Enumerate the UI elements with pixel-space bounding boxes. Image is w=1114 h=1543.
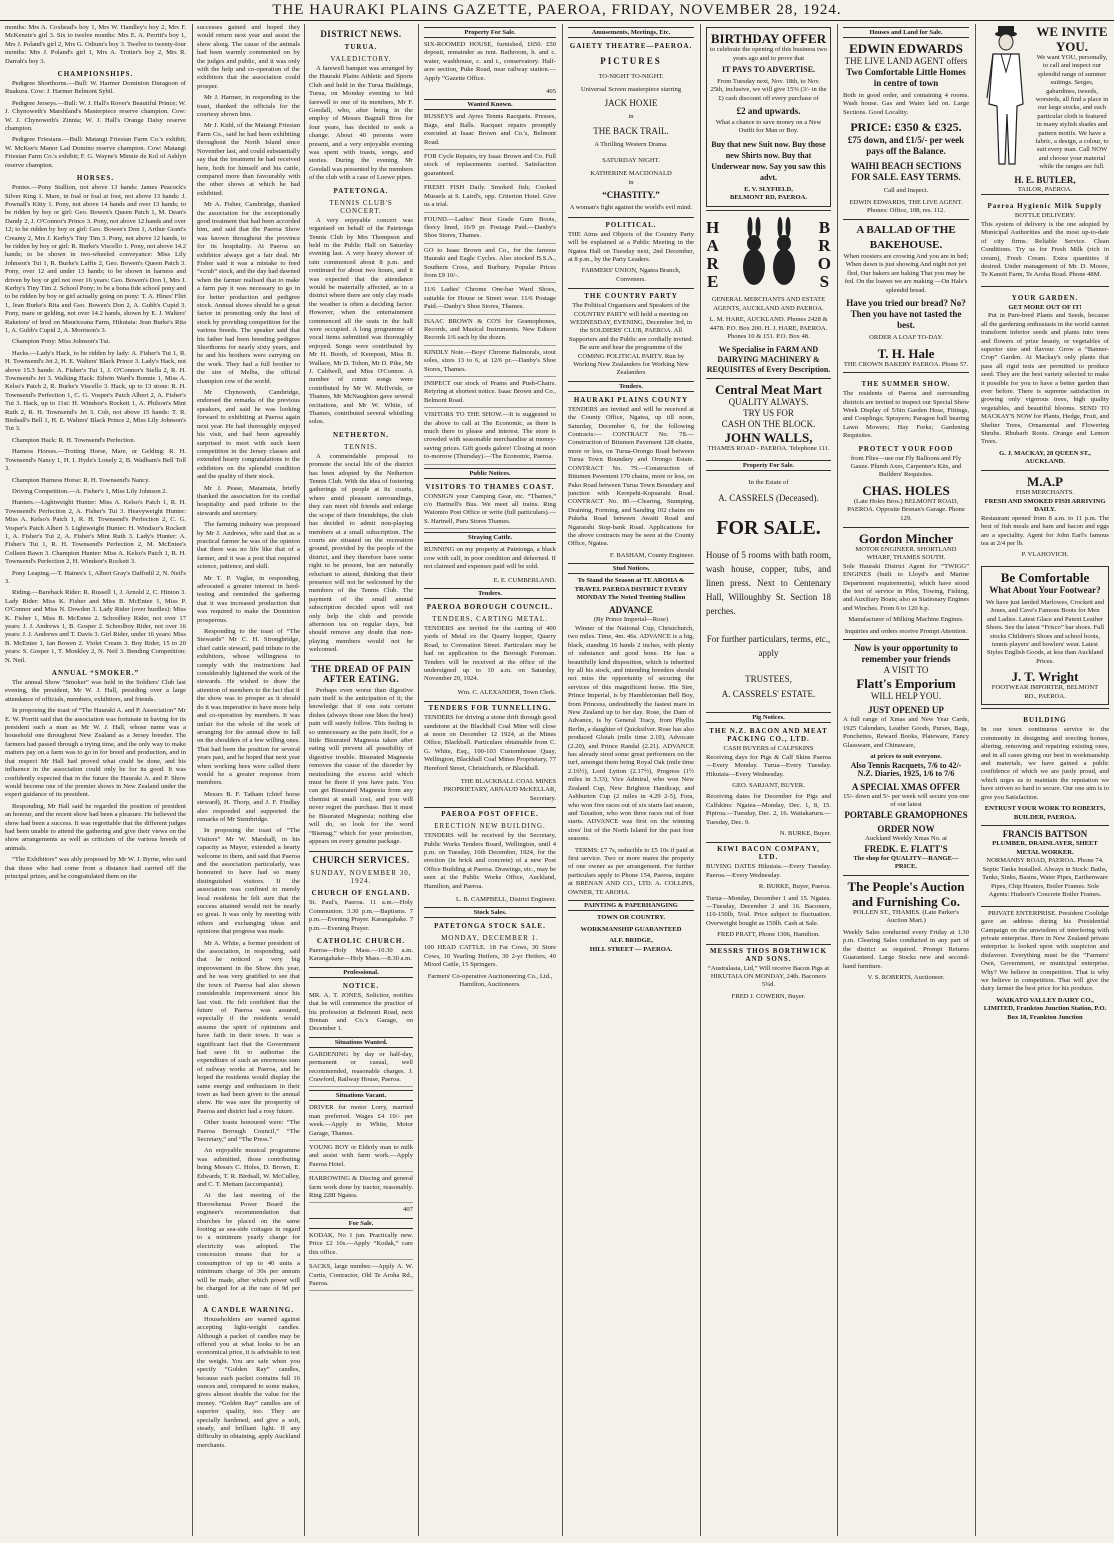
section-heading: CHURCH SERVICES. [309,851,413,865]
ad-text: A woman's fight against the world's evil mind. [569,204,693,212]
advertiser-name: A. CASSRELS' ESTATE. [721,689,816,700]
article-text: Paeroa—Holy Mass.—10.30 a.m. Karangahake—Holy Mass.—8.30 a.m. [309,946,413,963]
ad-text: in [628,178,634,186]
ad-text: WILL HELP YOU. [870,691,942,702]
category-bar: Wanted Known. [424,99,556,110]
ad-headline: PORTABLE GRAMOPHONES [844,810,968,821]
classified-ad: RUNNING on my property at Patetonga, a black cow with calf, in poor condition and dehorned. If not claimed and expenses paid will be sold. [424,546,556,571]
article-text: “The Exhibitors” was ably proposed by Mr W. J. Byrne, who said that those who had come from a distance had carried off the principal prizes, and he congratulated them on the [5,856,186,880]
subheading: PAEROA POST OFFICE. [424,807,556,818]
category-bar: Situations Wanted. [309,1037,413,1048]
classified-ad: GO to Isaac Brown and Co., for the famous Hauraki and Eagle Cycles. Also stocked B.S.A., Southern Cross, and Burbury. Popular Prices from £9 10/-. [424,247,556,284]
advertiser-name: Flatt's Emporium [856,676,956,692]
article-text: Mr Chynoweth, Cambridge, endorsed the remarks of the previous speakers, and said he was looking forward to exhibiting at Paeroa again next year. He had thoroughly enjoyed his visit, and had been agreeably surprised to meet with such keen competition in the Jersey classes and extended hearty congratulations to the exhibitors on the splendid condition and the quality of their stock. [197,389,300,481]
article-text: St. Paul's, Paeroa. 11 a.m.—Holy Communion. 3.30 p.m.—Baptisms. 7 p.m.—Evening Prayer. Karangahake. 7 p.m.—Evening Prayer. [309,899,413,932]
logo-letters-right [818,219,831,291]
theatre-name: GAIETY THEATRE—PAEROA. [569,42,693,50]
classified-ad: YOUNG BOY or Elderly man to milk and assist with farm work.—Apply Paeroa Hotel. [309,1144,413,1172]
signature: GEO. SARJANT, BUYER. [732,781,805,789]
ad-text: Turua—Monday, December 1 and 15. Ngatea.—Tuesday, December 2 and 16. Baconers, 110-150lb, 5¼d. Price subject to fluctuation. Overweight bought as 150lb. Cash at Sale. [706,894,831,927]
plumber-ad [981,825,1109,905]
article-text: Perhaps even worse than digestive pain itself is the anticipation of it; the knowledge that if one eats certain dishes (always those one likes the best) pain will surely follow. This feeling is so unnecessary as the pain itself, for a little Bisurated Magnesia taken after eating will prevent all possibility of digestive trouble. Bisurated Magnesia removes the cause of the disorder by neutralising the excess acid which must be there if you have pain. You can get Bisurated Magnesia from any chemist at small cost, and you will never regret the purchase. But it must be Bisurated Magnesia; nothing else will do, so look for the word “Bismag,” which for your protection, appears on every genuine package. [309,686,413,845]
ad-text: £75 down, and £1/5/- per week pays off the Balance. [847,135,965,157]
ad-text: Universal Screen masterpiece starring [580,85,682,93]
column-6-ads [838,24,974,1536]
classified-ad: FOUND.—Ladies' Best Grade Gum Boots, fleecy lined, 16/9 pr. Postage Paid.—Danby's Shoe Stores, Thames. [424,216,556,244]
signature: Wm. C. ALEXANDER, Town Clerk. [457,688,556,696]
signature: F. BASHAM, County Engineer. [609,551,694,559]
ad-text: MOTOR ENGINEER. SHORTLAND WHARF, THAMES SOUTH. [855,545,957,562]
subheading: HAURAKI PLAINS COUNTY [573,395,689,404]
advertiser-address: (Late Holes Bros.) BELMONT ROAD, PAEROA. Opposite Brenan's Garage. Phone 129. [847,497,965,523]
logo-letters-left [706,219,719,291]
ad-title: Paeroa Hygienic Milk Supply [987,202,1103,211]
column-4-amusements [563,24,699,1536]
article-text: Harness Horses.—Trotting Horse, Mare, or Gelding: R. H. Townsend's Nancy 1, H. I. Hyde's Lonely 2, B. Wadham's Bell Toll 3. [5,448,186,473]
article-text: The annual Show “Smoker” was held in the Soldiers' Club last evening, the president, Mr W. J. Hall, presiding over a large attendance of officials, members, exhibitors, and friends. [5,679,186,703]
classified-ad: INSPECT our stock of Prams and Push-Chairs. Retyring at shortest notice. Isaac Brown and Co., Belmont Road. [424,380,556,408]
article-text: In proposing the toast of “The Visitors” Mr W. Marshall, in his capacity as Mayor, extended a hearty welcome to them, and said that Paeroa and the association particularly, was honoured to have had so many distinguished visitors. If the association was confined to merely local residents he felt sure that the success attained would not be nearly so great. It was only by meeting with others and exchanging ideas and opinions that progress was made. [197,827,300,936]
stallion-name: ADVANCE [609,605,653,616]
article-text: Hacks.—Lady's Hack, to be ridden by lady: A. Fisher's Tui 1, R. H. Townsend's Jet 2, H. E. Walters' Black Prince 3. Lady's Hack, not above 15.3 hands: A. Fisher's Tui 1, J. O'Connor's Stella 2, R. H. Townsend's Jet 3. Walking Hack: Edwin Ward's Bonnie 1, Miss A. Kelso's Patch 2, R. Burke's Viscello 3. Hack, up to 13 stone: R. H. Townsend's Perfection 1, C. G. Vosper's Patch Albert 2, A. Fisher's Tui 3. Hack, up to 11st: H. Windsor's Rockett 1, A. Philson's Mint Ruth 2, R. H. Townsend's Jet 3. Cob, not above 15 hands: T. R. Birdsall's Bell 1, H. E. Walters' Black Prince 2, Miss Lily Johnson's Tui 3. [5,349,186,433]
logo-letter: H [706,217,720,237]
article-text: Riding.—Bareback Rider: R. Russell 1, J. Arnold 2, C. Hinton 3. Lady Rider: Miss K. Fisher and Miss B. McEntee 1, Miss P. O'Connor and Miss N. Dowden 3. Lady Rider (over hurdles): Miss K. Fisher 1, Miss B. McEntee 2. Schoolboy Rider, not over 17 years: J. J. Andrews 1, B. Gosper 2. Schoolboy Rider, not over 16 years: J. J. Andrews and T. Davis 3. Girl Rider, under 16 years: Miss B. McEntee 1, Ian Bowen 2. Violet Cream 3. Boy Rider, 15 to 20 years: S. Gosper 1, T. Monkley 2, N. Neil 3. Bending Competition: N. Neil. [5,589,186,664]
ad-text: This system of delivery is the one adopted by Municipal Authorities and the most up-to-date of city firms. Reliable Service. Clean Conditions. Try us for Fresh Milk (rich in cream), Fresh Cream. Extra quantities if desired. Under management of Mr. D. Moore, Te Kanoti Farm, Te Aroha Road. Phone 48M. [981,220,1109,279]
subheading: KIWI BACON COMPANY, LTD. [706,842,831,861]
ad-headline: JUST OPENED UP [868,705,944,716]
ad-text: GENERAL MERCHANTS AND ESTATE AGENTS, AUCKLAND AND PAEROA. [711,295,826,312]
category-bar: For Sale. [309,1218,413,1229]
article-text: Mr J. Kidd, of the Matangi Friesian Farm Co., said he had been exhibiting throughout the North Island since November last, and could substantially say that the treatment he had received here, both for himself and his cattle, compared more than favourably with the other shows at which he had exhibited. [197,122,300,197]
subheading: CHURCH OF ENGLAND. [311,889,411,898]
advertiser-name: E. V. SLYFIELD, [744,185,793,193]
article-text: Responding, Mr Hall said he regarded the position of president an honour, and the recent show had been a pleasure. He believed the show had been a success. It was regrettable that the different judges had been unable to attend the gathering and give their views on the show arrangements as well as criticism of the various breeds of animals. [5,802,186,852]
subheading: NOTICE. [342,981,380,990]
subheading: MONDAY, DECEMBER 1. [441,934,539,943]
estate-sale-ad [706,479,831,701]
subheading: VISITORS TO THAMES COAST. [425,482,555,491]
category-bar: Stock Sales. [424,907,556,918]
article-text: months: Mrs A. Coxhead's boy 1, Mrs W. Handley's boy 2, Mrs F. McKenzie's girl 3. Six to twelve months: Mrs E. A. Perritt's boy 1, Mrs J. Poland's girl 2, Mrs G. Odium's boy 3. Twelve to twenty-four months: Mrs J. Poland's girl 1, Mrs A. Trotter's boy 2, Mrs R. Darrah's boy 3. [5,24,186,65]
ad-text: Receiving dates for December for Pigs and Calfskins: Ngatea—Monday, Dec. 1, 8, 15. Pipiroa.—Tuesday, Dec. 2, 16. Waitakaruru.—Tuesday, Dec. 9. [706,793,831,826]
advertiser-address: THE CROWN BAKERY PAEROA. Phone 57. [843,360,969,368]
advertiser-name: CHAS. HOLES [862,482,950,498]
dairy-ad [981,906,1109,1026]
ad-text: Manufacturer of Milking Machine Engines. [848,616,964,624]
birthday-offer-ad [706,27,831,207]
ad-text: Weekly Sales conducted every Friday at 1.30 p.m. Clearing Sales conducted in any part of the district as required. Prompt Returns Guaranteed. Large Stocks new and second-hand furniture. [843,929,969,970]
tender-notice: TENDERS are invited for the carting of 400 yards of Metal ex the Quarry hopper, Quarry Road, to Coronation Street. Particulars may be had on application to the Borough Foreman. Tenders will be received at the office of the undersigned up to 10 a.m. on Saturday, November 29, 1924. [424,624,556,683]
ad-text: From Tuesday next, Nov. 18th, to Nov. 25th, inclusive, we will give 15% (3/- in the £) cash discount off every purchase of [710,77,827,102]
article-text: A farewell banquet was arranged by the Hauraki Plains Athletic and Sports Club and held in the Turua Buildings, Turua, on Monday evening to bid farewell to one of its members, Mr F. Goodall, who, after being in the employ of Messrs Bagnall Bros for four years, has decided to seek a change. About 40 persons were present, and a very enjoyable evening was spent with toasts, songs, and stories. During the evening Mr Goodall was presented by the members of the club with a case of Loewe pipes. [309,65,413,182]
ad-headline: WAIHI BEACH SECTIONS FOR SALE. EASY TERMS. [850,161,962,183]
signature: P. VLAHOVICH. [1021,551,1069,559]
article-text: Hunters.—Lightweight Hunter: Miss A. Kelso's Patch 1, R. H. Townsend's Perfection 2, A. Fisher's Tui 3. Heavyweight Hunter: Miss A. Kelso's Patch 1, R. H. Townsend's Perfection 2, C. G. Vosper's Patch Albert 3. Lightweight Hunter: H. Windsor's Rockett 1, A. Fisher's Tui 2, A. Fisher's Mint Ruth 3. Lady's Hunter: A. Fisher's Tui 1, R. H. Townsend's Perfection 2, M. McEntee's Colleen Bawn 3. Champion Hunter: Miss A. Kelso's Patch 1, R. H. Townsend's Perfection 2, H. Windsor's Rockett 3. [5,499,186,566]
article-text: Mr A. Fisher, Cambridge, thanked the association for the exceptionally good treatment that had been accorded him, and said that the Paeroa Show was known throughout the province for its hospitality. At Paeroa an exhibitor always got a fair deal. Mr Fisher said it was a mistake to feed “scrub” stock, and the day had dawned when the farmer realised that to make a farm pay it was necessary to go in for better production and pedigree stock. Annual shows should be a great factor in promoting only the best of stock by providing competition for the various breeds. The speaker said that his father had been breeding pedigree Shorthorns for nearly sixty years, and he and his brothers were carrying on the work. They had a full brother to the sire of Melba, the official champion cow of the world. [197,201,300,385]
ad-text: from Flies—use our Fly Balloons and Fly Gauze. Plumb Axes, Carpenter's Kits, and Builders' Requisites. [850,454,962,479]
article-text: An enjoyable musical programme was submitted, those contributing being Messrs C. Holes, D. Brown, E. Edwards, T. R. Birdsall, W. McCulley, and C. T. Mettam (accompanist). [197,1147,300,1189]
column-7-ads [976,24,1114,1536]
ad-title: BUILDING [1023,716,1067,725]
category-bar: Amusements, Meetings, Etc. [568,27,694,38]
tender-notice: TENDERS will be received by the Secretary, Public Works Tenders Board, Wellington, until 4 p.m. on Tuesday, 16th December, 1924, for the erection (in brick and concrete) of a new Post Office Building at Paeroa. Drawings, etc., may be seen at the Public Works Office, Auckland, Hamilton, and Paeroa. [424,832,556,890]
classified-ad: SACKS, large number.—Apply A. W. Curtis, Contractor, Old Te Aroha Rd., Paeroa. [309,1263,413,1291]
article-text: Householders are warned against accepting light-weight candles. Although a packet of candles may be offered you at what looks to be an economical price, it is advisable to test the weight. You are safe when you specify “Golden Ray” candles, because each packet contains full 16 ounces and, compared to some makes, gives almost double the value for the money. “Golden Ray” candles are of superior quality, too. They are specially hardened, and give a soft, steady, and brilliant light. If any difficulty in obtaining, apply Auckland merchants. [197,1315,300,1449]
logo-letter: R [818,235,831,255]
ad-text: to celebrate the opening of this business two years ago and to prove that [710,46,828,62]
logo-letter: S [819,271,830,291]
ad-text: For further particulars, terms, etc., apply [706,634,831,659]
subheading: TENDERS FOR TUNNELLING. [424,701,556,712]
article-text: Driving Competition.—A. Fisher's 1, Miss Lily Johnson 2. [12,487,168,495]
category-bar: Professional. [309,967,413,978]
signature: Farmers' Co-operative Auctioneering Co., Ltd., Hamilton, Auctioneers. [427,972,553,989]
signature: L. B. CAMPBELL, District Engineer. [456,896,556,904]
category-bar: Tenders. [424,588,556,599]
ad-text: CASH ON THE BLOCK. [721,418,816,429]
advertiser-name: T. H. Hale [877,345,935,361]
category-bar: PAINTING & PAPERHANGING [568,900,694,911]
ad-text: Both in good order, and containing 4 rooms. Wash house. Gas and Water laid on. Large Sections. Good Locality. [843,92,969,116]
ad-text: FRESH AND SMOKED FISH ARRIVING DAILY. [984,497,1106,514]
hare-bros-ad [706,210,831,378]
subheading: PATETONGA STOCK SALE. [434,922,546,931]
auction-ad [843,875,969,986]
ad-price: PRICE: £350 & £325. [850,120,962,135]
ad-text: A full range of Xmas and New Year Cards, 1925 Calendars, Leather Goods, Purses, Bags, Ponchettes, Reward Books, Plateware, Fancy Glassware, and Chinaware, [843,716,969,749]
category-bar: Pig Notices. [706,712,831,723]
subheading: NETHERTON. [332,430,390,439]
subheading: MESSRS THOS BORTHWICK AND SONS. [706,944,831,963]
ad-text: CASH BUYERS of CALFSKINS [723,745,814,753]
show-night: SATURDAY NIGHT. [602,157,660,165]
article-text: Mr J. Harmer, in responding to the toast, thanked the officials for the courtesy shown him. [197,94,300,119]
ad-text: BUYING DATES Hikutaia.—Every Tuesday. Paeroa.—Every Wednesday. [706,863,831,879]
ad-text: A. CASSRELS (Deceased). [718,493,819,504]
section-heading: HORSES. [76,174,115,183]
advertiser-name: ALF. BRIDGE, [609,937,653,945]
mincher-ad [843,527,969,640]
signature: EDWIN EDWARDS, THE LIVE AGENT. Phones: Office, 108, res. 112. [849,198,963,215]
category-bar: Straying Cattle. [424,532,556,543]
advertiser-address: THAMES ROAD - PAEROA. Telephone 111. [707,444,830,452]
subheading: PATETONGA. [333,186,389,195]
advertiser-address: BELMONT RD, PAEROA. [729,194,808,202]
advertiser-name: H. E. BUTLER, [1014,174,1076,185]
ad-headline: A SPECIAL XMAS OFFER [851,781,961,792]
subheading: TENDERS, CARTING METAL. [432,614,548,623]
advertiser-name: J. T. Wright [1011,669,1079,685]
advertiser-name: JOHN WALLS, [724,429,813,445]
ad-text: TRY US FOR [743,407,794,418]
ad-text: Call and Inspect. [883,187,929,195]
section-heading: THE DREAD OF PAIN AFTER EATING. [309,660,413,684]
ad-text: GET MORE OUT OF IT! [1008,303,1082,311]
star-name: KATHERINE MACDONALD [590,169,672,177]
article-text: Champion Hack: R. H. Townsend's Perfection. [12,436,136,444]
signature: N. BURKE, Buyer. [779,829,831,837]
logo-letter: O [817,253,831,273]
subheading: VALEDICTORY. [330,55,392,63]
article-text: Champion Pony: Miss Johnson's Tui. [12,338,111,346]
ad-headline: What About Your Footwear? [989,585,1101,595]
advertiser-name: Gordon Mincher [858,530,954,546]
category-bar: Property For Sale. [706,460,831,471]
classified-ad: KINDLY Note.—Boys' Chrome Balmorals, stout soles, sizes 13 to 6, at 12/6 pr.—Danby's Shoe Stores, Thames. [424,349,556,377]
ad-number: 405 [546,88,556,96]
article-text: Pedigree Shorthorns.—Bull: W. Harmer Dominion Duragoon of Ruakura. Cow: J. Harmer Belmont Sybil. [5,80,186,96]
ad-text: When roosters are crowing And you are in bed; When dawn is just showing And night not yet fled, Our bakers are baking That you may be fed. On the loaves we are making —On Hale's splendid bread. [843,253,969,294]
section-heading: DISTRICT NEWS. [320,29,402,39]
ad-title: BIRTHDAY OFFER [710,31,827,46]
article-text: Pedigree Jerseys.—Bull: W. J. Hall's Rover's Beautiful Prince; W. J. Chynoweth's Marshland's Masterpiece reserve champion. Cow: W. J. Chynoweth's Zinnia; W. J. Hall's Orange Daisy reserve champion. [5,99,186,133]
stud-notice: To Stand the Season at TE AROHA & TRAVEL PAEROA DISTRICT EVERY MONDAY The Noted Trotting Stallion [574,577,688,601]
article-text: Mr A. White, a former president of the association, in responding, said that he noticed a very big improvement in the Show this year, and he was very gratified to see that the town of Paeroa had also shown considerable improvement since his last visit. He felt confident that the future of Paeroa was assured, especially if the residents would assume the spirit of optimism and have faith in their town. It was a significant fact that the Government had seen fit to authorise the expenditure of such an enormous sum of railway works at Paeroa, and he hoped the residents would display the same energy and enthusiasm in their town as had been given to the annual show. He was sure the prosperity of Paeroa and district had a rosy future. [197,939,300,1115]
advertiser-name: FREDK. E. FLATT'S [864,843,948,854]
advertiser-name: M.A.P [1026,474,1064,489]
ad-text: We want YOU, personally, to call and inspect our splendid range of summer suitings. Serges, gabardines, tweeds, worsteds, all find a place in our large stocks, and each particular cloth is featured in many stylish shades and pattern motifs. We have a fabric, a design, a colour, to suit every man. Call NOW and choose your material while the ranges are full. [1035,54,1109,171]
advertiser-address: NORMANBY ROAD, PAEROA. Phone 74. [986,857,1104,865]
gentleman-illustration-icon [981,24,1031,174]
classified-ad: FOR Cycle Repairs, try Isaac Brown and Co. Full stock of replacements carried. Satisfaction guaranteed. [424,153,556,181]
ad-text: Auckland Weekly Xmas No. at [865,835,947,843]
subheading: PAEROA BOROUGH COUNCIL. [426,602,554,611]
article-text: Messrs B. F. Tatham (chief horse steward), H. Thorp, and J. F. Findlay also responded and supported the remarks of Mr Stembridge. [197,790,300,823]
ad-text: Also Tennis Racquets, 7/6 to 42/- N.Z. Diaries, 1925, 1/6 to 7/6 [850,760,962,779]
stud-text: Winner of the National Cup, Christchurch, two miles. Time, 4m. 46s. ADVANCE is a big, black, standing 16 hands 2 inches, with plenty of substance and good bone. He has a beautifully kind disposition, which is inherited by all his stock, and intending breeders should not miss the opportunity of securing the services of this magnificent horse. His Sire, Prince Imperial, is by Hambletonian Bell Boy, from Princess, undoubtedly the fastest mare in New Zealand up to her day. Rose, the Dam of Advance, is by General Tracy, from Phyllis Berlin, a daughter of Quicksilver. Rose has also produced Glotah (mile time 2.10), Advocate (2.20), and Prince Randal (2.21). ADVANCE has already sired some great performers on the turf, amongst them being Royal Oak (mile time 2.16½), Lord Lytton (2.17½), Progress (1½ miles in 3.33), Vice Admiral, who won New Zealand Cup, New Brighton Handicap, and Ashburton Cup (2 miles in 4.29 2-5), Fora, who won five races out of six starts last season, and Taxation, who won three races out of four starts. ADVANCE was first on the winning sires' list of the North Island for the past four seasons. [568,624,694,843]
classified-ad: KODAK, No 1 jun. Practically new. Price £2 10s.—Apply “Kodak,” care this office. [309,1232,413,1260]
show-night: TO-NIGHT TO-NIGHT. [598,73,664,80]
milk-ad [981,194,1109,285]
article-text: Champion Harness Horse: R. H. Townsend's Nancy. [12,476,150,484]
ad-title: Central Meat Mart [715,381,822,397]
advertiser-name: ENTRUST YOUR WORK TO ROBERTS, BUILDER, PAEROA. [984,805,1106,821]
section-heading: ANNUAL “SMOKER.” [51,669,140,678]
ad-text: House of 5 rooms with bath room, wash house, copper, tubs, and linen press. Next to Centenary Hall, Willoughby St. Section 18 perches. [706,550,831,617]
logo-letter: A [706,235,719,255]
classified-ad: GARDENING by day or half-day, permanent or casual, well recommended, reasonable charges. J. Crawford, Railway House, Paeroa. [309,1051,413,1088]
article-text: Mr J. Pease, Matamata, briefly thanked the association for its cordial hospitality and paid tribute to the stewards and secretary. [197,484,300,517]
flatts-ad [843,639,969,874]
classified-ad: BUSSEYS and Ayres Tennis Racquets. Presses, Bags, and Balls. Racquet repairs promptly executed at Isaac Brown and Co.'s, Belmont Road. [424,113,556,150]
ad-headline: We Specialise in FARM AND DAIRYING MACHINERY & REQUISITES of Every Description. [706,344,831,374]
tender-notice: TENDERS for driving a stone drift through good sandstone at the Blackball Coal Mine will close at noon on December 12 1924, at the Mines Office, Blackball. Particulars obtainable from C. G. White, Esq., 100-103 Customhouse Quay, Wellington, Blackball Coal Mines Proprietary, 77 Hereford Street, Christchurch, or Blackball. [424,714,556,772]
ad-title: A BALLAD OF THE BAKEHOUSE. [856,224,956,251]
advertiser-name: WAIKATO VALLEY DAIRY CO., LIMITED, Frankton Junction Station, P.O. Box 18, Frankton Junction [983,996,1107,1021]
ad-text: THE LIVE LAND AGENT offers [844,56,968,66]
column-3-classifieds [419,24,561,1536]
signature: E. E. CUMBERLAND. [493,576,556,584]
signature: FRED J. COWERN, Buyer. [731,992,806,1000]
ad-text: A Thrilling Western Drama. [594,140,668,148]
summer-show-ad [843,372,969,526]
ad-headline: ORDER NOW [877,824,935,835]
ad-number: 407 [403,1206,413,1214]
ad-text: WORKMANSHIP GUARANTEED [580,925,682,933]
meat-mart-ad [706,378,831,457]
ad-text: Sole Hauraki District Agent for “TWIGG” ENGINES (built to Lloyd's and Marine Department requirements), which have stood the test of service in Pilot, Towing, Fishing, and Auxiliary Boats; also as Stationary Engines and Winches. From 6 to 120 h.p. [843,562,969,612]
logo-letter: B [818,217,831,237]
ad-text: We have just landed Marlowes, Crockett and Jones, and Cave's Famous Boots for Men and Ladies. Latest Glace and Patent Leather Shoes. See the latest “Frisco” bar shoes. Full stocks Children's Shoes and school boots, tennis players' and bowlers' wear. Latest Styles English Goods, at less than Auckland Prices. [985,599,1105,665]
ad-text: BOTTLE DELIVERY. [1014,212,1076,220]
masthead: THE HAURAKI PLAINS GAZETTE, PAEROA, FRIDAY, NOVEMBER 28, 1924. [0,0,1114,21]
notice-text: The Political Organisers and Speakers of the COUNTRY PARTY will hold a meeting on WEDNESDAY, EVENING, December 3rd, in the SOLDIERS' CLUB, PAEROA. All Supporters and the Public are cordially invited. Be sure and hear the programme of the COMING POLITICAL PARTY. Run by Working New Zealanders for Working New Zealanders [568,302,694,377]
ad-text: Septic Tanks Installed. Always in Stock: Baths, Tanks, Sinks, Basins, Water Pipes, Earthenware Pipes, Chip Heaters, Boiler Frames. Sole Agents: Hudson's Concrete Boiler Frames. [982,866,1108,899]
article-text: Pedigree Friesians.—Bull: Matangi Friesian Farm Co.'s exhibit; W. McKee's Manor Lad Domino reserve champion. Cow: Matangi Friesian Farm Co.'s exhibit; F. G. Wayne's Minnie de Kol of Ashlyn reserve champion. [5,136,186,169]
subheading: TURUA. [344,43,378,51]
subheading: SUNDAY, NOVEMBER 30, 1924. [310,869,412,886]
article-text: Responding to the toast of “The Stewards” Mr C. H. Strongbridge, chief cattle steward, paid tribute to the exhibitors, whose willingness to comply with the instructions had considerably lightened the work of the stewards. He wished to draw the attention of members to the fact that if the show was to prosper as it should do it was imperative to have more help and co-operation by members. It was unfair for the whole of the work of arranging for the annual show to fall on the shoulders of a few willing ones. That had been the position for several years past, and he hoped that next year when working bees were called there would be a greater response from members. [197,628,300,787]
ad-text: FISH MERCHANTS. [1015,489,1075,496]
ad-text: in [628,113,634,121]
ad-headline: FOR SALE. [716,517,821,540]
ad-title: WE INVITE YOU. [1036,24,1108,54]
ad-text: Inquiries and orders receive Prompt Attention. [844,627,968,635]
category-bar: Public Notices. [424,468,556,479]
ad-text: “Australasia, Ltd,” Will receive Bacon Pigs at HIKUTAIA ON MONDAY, 24th. Baconers 5¾d. [707,964,830,989]
ad-headline: £2 and upwards. [736,105,801,116]
classified-ad: 11/6 Ladies' Chrome One-bar Ward Shoes, suitable for House or Street wear. 11/6 Postage Paid.—Danby's Shoe Stores, Thames. [424,286,556,314]
column-2-news [193,24,417,1536]
ad-text: Receiving days for Pigs & Calf Skins Paeroa—Every Monday. Turua—Every Tuesday. Hikutaia—Every Wednesday. [706,753,831,778]
advertiser-address: POLLEN ST., THAMES. (Late Parker's Auction Mart.) [853,908,959,925]
ad-text: PRIVATE ENTERPRISE. President Coolidge gave an address during his Presidential Campaign on the unwisdom of interfering with private enterprise. Here in New Zealand private enterprise is looked upon with suspicion and disfavour. Everything must be the “Farmers' Own, Government, or municipal enterprise. Why? We believe in competition. That is why we believe in competition. That will give the dairy farmer the best price for his produce. [981,909,1109,993]
signature: FRED PRATT, Phone 1306, Hamilton. [717,931,820,939]
section-heading: A CANDLE WARNING. [203,1305,294,1314]
ad-text: PLUMBER, DRAINLAYER, SHEET METAL WORKER. [992,840,1098,856]
ad-headline: IT PAYS TO ADVERTISE. [721,65,816,75]
ad-text: The shop for QUALITY—RANGE—PRICE. [853,854,959,871]
hare-bros-logo [706,217,831,293]
ad-headline: Buy that new Suit now. Buy those new Shirts now. Buy that Underwear now. Say you saw this advt. [711,139,826,182]
signature: FARMERS' UNION, Ngatea Branch, Conveners. [581,267,681,283]
ad-title: PROTECT YOUR FOOD [858,444,954,453]
classified-ad: DRIVER for motor Lorry, married man preferred. Wages £4 10/- per week.—Apply to White, Motor Garage, Thames. [309,1104,413,1141]
logo-letter: E [706,271,719,291]
subheading: ERECTION NEW BUILDING. [434,822,546,831]
classified-ad: HARROWING & Discing and general farm work done by tractor, reasonably. Ring 228I Ngatea. [309,1175,413,1203]
advertiser-address: FOOTWEAR IMPORTER, BELMONT RD., PAEROA. [991,684,1099,700]
ad-title: Be Comfortable [1000,570,1090,585]
ad-text: A VISIT TO [883,665,929,676]
classified-ad: SIX-ROOMED HOUSE, furnished, £650. £50 deposit, remainder as rent. Bathroom, h. and c. water, washhouse, c. and t., conservatory. Half-acre section, Puke Road, near railway station.—Apply “Gazette Office. [424,41,556,82]
tailor-ad [981,24,1109,194]
star-name: JACK HOXIE [604,98,658,109]
category-bar: Stud Notices. [568,563,694,574]
subheading: CATHOLIC CHURCH. [316,936,406,945]
advertiser-name: G. J. MACKAY, 28 QUEEN ST., AUCKLAND. [999,449,1091,466]
subheading: THE COUNTRY PARTY [568,288,694,300]
article-text: A very enjoyable concert was organised on behalf of the Patetonga Tennis Club by Mrs Thompson and held in the Public Hall on Saturday evening last. A very heavy shower of rain commenced about 8 p.m. and continued for about two hours, and it was expected that the attendance would be materially affected, as in a district where there are only clay roads the weather is often a deciding factor. However, when the entertainment commenced all the seats in the hall were occupied. A long programme of vocal items submitted was thoroughly enjoyed. Songs were contributed by Mr H. Booth, of Kereponi, Miss B. Wallace, Mr D. Tohon, Mr D. Pike, Mr J. Caldwell, and Miss O'Connor. A number of comic songs were contributed by Mr W. McIlvride, or Thames, Mr McNaughton gave several recitations, and Mr W. White, of Thames, contributed several whistling solos. [309,216,413,426]
rabbits-icon [734,217,804,293]
ad-text: The residents of Paeroa and surrounding districts are invited to inspect our Special Show Week Display of 5/6in Garden Hose, Fittings, and Couplings; Sprayers; Paragon ball bearing Lawn Mowers; Hay Forks; Gardening Requisites. [843,390,969,440]
stallion-pedigree: (By Prince Imperial—Rose) [593,616,669,624]
article-text: successes gained and hoped they would return next year and assist the show along. The cause of the animals had been warmly commented on by the judges and public, and it was only with the help and co-operation of the exhibitors that the association could prosper. [197,24,300,90]
ad-text: What a chance to save money on a New Outfit for Man or Boy. [715,118,822,135]
column-2a [193,24,304,1453]
column-1-show-results [0,24,191,1536]
category-bar: Situations Vacant. [309,1090,413,1101]
stock-list: 100 HEAD CATTLE. 18 Fat Cows, 30 Store Cows, 10 Yearling Heifers, 30 2-yr Heifers, 40 Mixed Cattle, 15 Springers. [424,944,556,969]
film-title: THE BACK TRAIL. [593,125,669,136]
subheading: TENNIS CLUB'S CONCERT. [329,198,393,215]
article-text: Mr T. P. Vaglar, in responding, advocated a greater interest in herd-testing and reminded the gathering that it was increased production that was required to make the Dominion prosperous. [197,574,300,624]
article-text: Pony Leaping.—T. Haines's 1, Albert Gray's Daffodil 2, N. Neil's 3. [5,569,186,585]
subheading: THE N.Z. BACON AND MEAT PACKING CO., LTD. [709,727,828,744]
notice-text: MR. A. T. JONES, Solicitor, notifies that he will commence the practice of his profession at Belmont Road, next Brenan and Co.'s Garage, on December 1. [309,991,413,1033]
ad-text: In our town continuous service to the community in designing and erecting homes, altering, removing and repairing existing ones, and in all cases giving our best in workmanship and materials, we have gained a public confidence of which we are justly proud, and which urges us to maintain the reputation we have striven so hard to secure. Our one aim is to give you Satisfaction. [981,726,1109,801]
ad-text: Put in Pure-bred Plants and Seeds, because all the gardening enthusiasts in the world cannot transform inferior seeds and plants into trees and flowers of prize beauty, or vegetables of superior size and flavour. Grow a “Banner-Crop” Garden. At Mackay's only plants that pass all rigid tests are permitted to produce seed. They are the best variety selected to make it possible for you to have a better garden than ever before. There is supreme satisfaction in growing only vigorous trees, high quality vegetables, and beautiful blooms. SEND TO MACKAY'S NOW for Plants, Hedge, Fruit, and Shelter Trees, Ornamental and Flowering Shrubs. Rhubarb Roots. Orange and Lemon Trees. [981,312,1109,446]
column-5-ads [701,24,836,1536]
edwards-ad [843,41,969,216]
footwear-ad [981,566,1109,705]
ad-text: 15/- down and 5/- per week will secure you one of our latest [843,792,969,809]
advertiser-address: TAILOR, PAEROA. [1017,185,1073,193]
article-text: Ponies.—Pony Stallion, not above 13 hands: James Peacock's Silver King 1. Mare, in foal or foal at foot, not above 13 hands: J. Pownall's Kitty 1. Pony, not above 14 hands and over 13 hands; to be ridden by boy or girl: Geo. Bowen's Queen Patch 1, M. Dean's Dandy 2, J. O'Connor's Prince 3. Pony, not above 12 hands and over 12; to be ridden by boy or girl: Geo. Bowen's Don 1, Arthur Grant's Creamy 2, Mrs J. Kerby's Tiny Tim 3. Pony, not above 12 hands, to be ridden by boy or girl: R. Burke's Viscello 1. Pony, not above 14.2 hands; to be shown in two-wheeled conveyance: Miss Lily Johnson's Tui 1, R. Burke's Laffie 2, Geo. Bowen's Queen Patch 3. Pony, over 12 and under 13 hands; to be shown in harness and driven by boy or girl not over 16 years: Geo. Bowen's Don 1, Mrs J. Kerby's Tiny Tim 2. School Pony; to be a bona fide school pony and to be ridden by boy or girl actually going on pony: T. A. Hines' Flirt 1, Jean Burke's Rita and Geo. Bowen's Don 2, A. Gubb's Cupid 3. Pony, mare or gelding, not over 14.2 hands, shown by E. J. Walters' Rakeiora' of bred on Mauriceana Farm, Hikutaia: Jean Burke's Rita 1, A. Gubb's Cupid 2, A. Morrison's 3. [5,184,186,334]
article-text: In proposing the toast of “The Hauraki A. and P. Association” Mr E. W. Porritt said that the association was fortunate in having for its president such a man as Mr W. J. Hall, whose name was a household one throughout New Zealand as a Jersey breeder. The farmers had passed through a trying time, and the only way to make matters pay on a farm was to go in for breed and production, and in that respect Mr Hall had proved what could be done, and his influence in the association could only be for its good. It was confidently expected that in the future the Hauraki A. and P. Show would become one of the premier shows in New Zealand under the expert guidance of its president. [5,707,186,799]
advertiser-name: The People's Auction and Furnishing Co. [847,878,965,909]
advertiser-address: HILL STREET — PAEROA. [589,945,673,953]
classified-ad: VISITORS TO THE SHOW.—It is suggested to the above to call at The Economic, as there is much there to please and interest. The store is crowded with seasonable merchandise at money-saving prices. Gift goods galore! Closing at noon to-morrow (Thursday).—The Economic, Paeroa. [424,411,556,464]
subheading: POLITICAL. [568,217,694,229]
ad-text: Restaurant opened from 8 a.m. to 11 p.m. The best of fish meals and ham and bacon and eggs are a speciality. Agent for John Earl's famous tea at 2/4 per lb. [981,514,1109,547]
fish-ad [981,470,1109,563]
category-bar: Houses and Land for Sale. [843,27,969,38]
article-text: At the last meeting of the Horowhenua Power Board the engineer's recommendation that churches be placed on the same footing as sea-side cottages in regard to a minimum yearly charge for electricity was adopted. The concession means that for a consumption of up to 40 units a minimum charge of 30s per annum will be made, after which power will be charged for at the rate of 9d per unit. [197,1192,300,1301]
bakery-ad [843,219,969,372]
ad-headline: Now is your opportunity to remember your friends [854,643,958,665]
classified-ad: CONSIGN your Camping Gear, etc. “Thames,” c/o Hartnell's Bus. We meet all trains. Ring Waiomio Post Office or write (full particulars).—S. Hartnell, Puru Stores Thames. [424,493,556,530]
ad-text: TOWN OR COUNTRY. [596,913,666,921]
ad-headline: Two Comfortable Little Homes in centre of town [846,67,966,88]
logo-letter: R [706,253,719,273]
building-ad [981,708,1109,825]
article-text: The farming industry was proposed by Mr J. Andrews, who said that as a practical farmer he was of the opinion that there was no life like that of a farmer, and it was a post that required science, patience, and skill. [197,521,300,571]
film-title: “CHASTITY.” [602,190,660,201]
ad-text: In the Estate of [748,478,789,486]
ad-text: QUALITY ALWAYS. [728,396,809,407]
classified-ad: FRESH FISH Daily. Smoked fish; Cooked Mussels at S. Laird's, opp. Criterion Hotel. Give us a trial. [424,184,556,212]
category-bar: Property For Sale. [424,27,556,38]
signature: THE BLACKBALL COAL MINES PROPRIETARY, ARNAUD McKELLAR, Secretary. [443,778,556,802]
section-heading: CHAMPIONSHIPS. [57,70,134,79]
stud-terms: TERMS: £7 7s, reducible to £5 10s if paid at first service. Two or more mares the property of one owner as per arrangement. For further particulars apply to Phone 154, Paeroa, inquire at BRENAN AND CO., LTD. A. COLLINS, OWNER, TE AROHA. [568,846,694,896]
article-text: A commendable proposal to promote the social life of the district has been adopted by the Netherton Tennis Club. With the idea of fostering gatherings of people at its courts, where amid pleasant surroundings, they can meet old friends and enlarge the scope of their friendships, the club has decided to admit non-playing members at a small subscription. The courts are situated on the recreation ground, provided by the people of the district, and they therefore have some right to be present, but are naturally reluctant to attend, thinking that their presence will not be welcomed by the members of the Tennis Club. The payment of the small annual subscription decided upon will not only help the club and provide afternoon tea on regular days, but should remove any doubt that non-playing members would not be welcomed. [309,452,413,654]
classified-ad: ISAAC BROWN & CO'S for Gramophones, Records, and Musical Instruments. New Edison Records 1/6 each by the dozen. [424,318,556,346]
ad-title: YOUR GARDEN. [1011,293,1079,302]
signature: R. BURKE, Buyer, Paeroa. [758,883,831,891]
advertiser-name: EDWIN EDWARDS [849,41,963,56]
pictures-heading: PICTURES [600,56,662,66]
column-2b [305,24,417,1294]
ad-headline: Have you tried our bread? No? Then you have not tasted the best. [846,298,966,331]
garden-ad [981,286,1109,470]
signature: V. S. ROBERTS, Auctioneer. [867,974,945,982]
ad-title: THE SUMMER SHOW. [861,380,951,389]
article-text: Other toasts honoured were: “The Paeroa Borough Council,” “The Secretary,” and “The Press.” [197,1119,300,1143]
advertiser-name: FRANCIS BATTSON [1002,829,1088,840]
ad-text: ORDER A LOAF TO-DAY. [869,334,943,342]
advertiser-name: TRUSTEES, [745,674,792,685]
ad-text: at prices to suit everyone. [870,753,942,761]
category-bar: Tenders. [568,381,694,392]
tender-notice: TENDERS are invited and will be received at the County Office, Ngatea, up till noon, Saturday, December 6, for the following Contracts:— CONTRACT No. 78.—Construction of Bitumen Pavement 128 chains, more or less, on Turua-Orongo Road between Turua Town Boundary and Orongo Estate. CONTRACT No. 79.—Construction of Bitumen Pavement 170 chains, more or less, on Pako Road between Turua Town Boundary and junction with Kerepehi-Kopuarahi Road. CONTRACT No. 80.—Clearing, Stumping, Draining, Forming, and Sanding 102 chains on Pukeha Road between Awaiti Road and Ngararahi Stop-bank Road. Applications for the above contracts may be seen at the County Office, Ngatea. [568,405,694,548]
notice-text: THE Aims and Objects of the Country Party will be explained at a Public Meeting in the Ngatea Hall on Tuesday next, 2nd December, at 8 p.m., by the Party Leaders. [568,230,694,263]
subheading: TENNIS. [344,442,378,451]
ad-text: L. M. HARE, AUCKLAND. Phones 2428 & 4478. P.O. Box 200. H. J. HARE, PAEROA. Phones 10 & 151. P.O. Box 48. [709,316,828,341]
